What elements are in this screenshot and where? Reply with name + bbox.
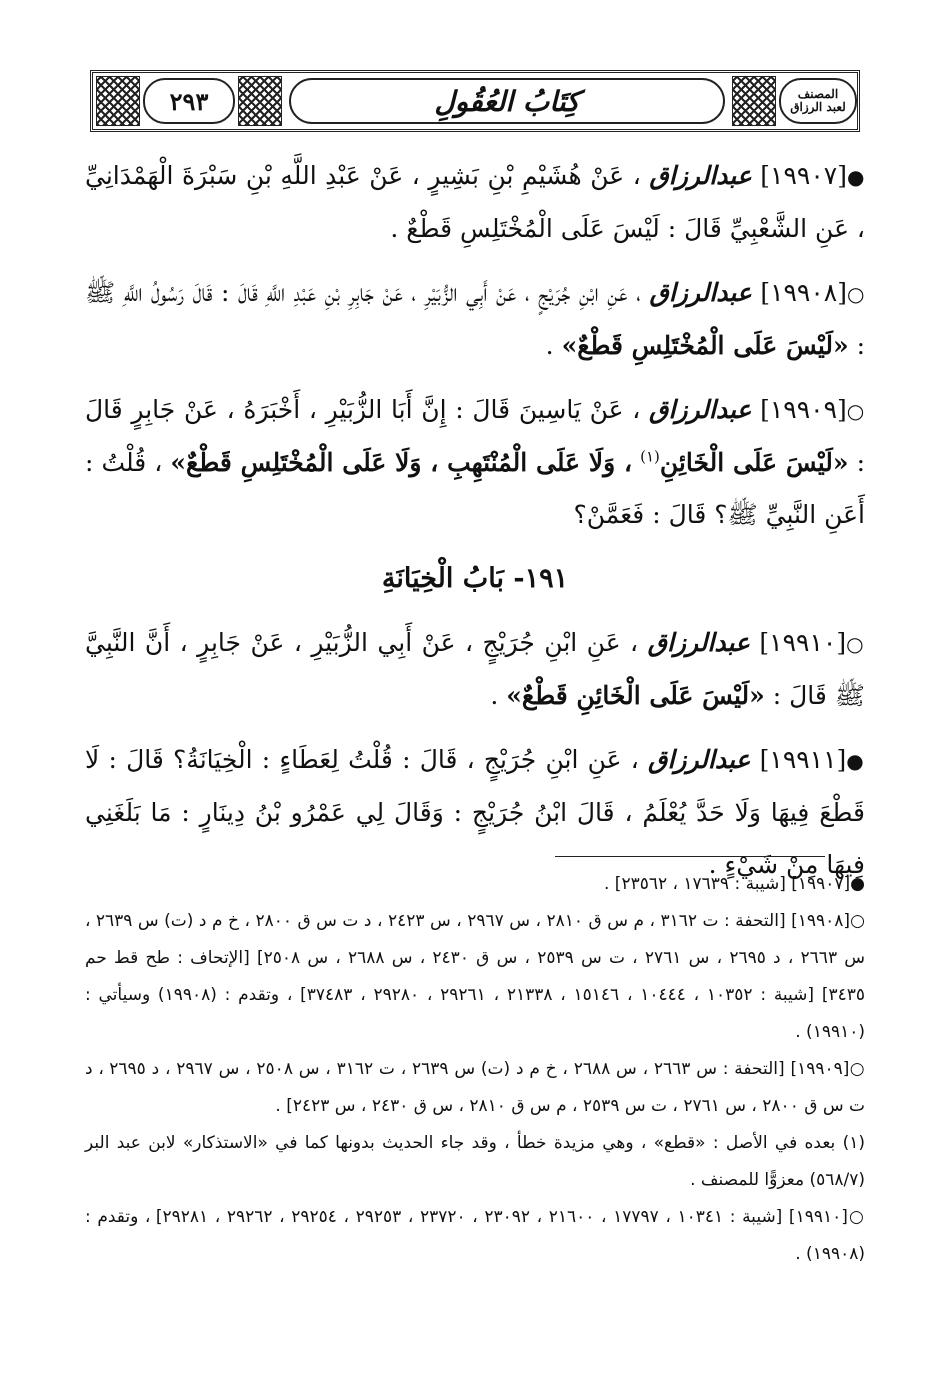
footnote-ref[interactable]: (١) [640,447,660,466]
author: عبدالرزاق [648,745,751,774]
book-title: كِتَابُ العُقُولِ [289,78,725,124]
bullet: ● [846,749,866,773]
hadith-tail: ، قُلْتُ : أَعَنِ النَّبِيِّ ﷺ؟ قَالَ : فَعَمَّنْ؟ [85,448,865,529]
bullet: ○ [846,632,866,656]
hadith-text: ، عَنْ هُشَيْمِ بْنِ بَشِيرٍ ، عَنْ عَبْدِ اللَّهِ بْنِ سَبْرَةَ الْهَمْدَانِيِّ ، عَنِ الشَّعْبِيِّ قَالَ : لَيْسَ عَلَى الْمُخْتَلِسِ قَطْعٌ . [85,161,865,243]
hadith-number: [١٩٩٠٧] [760,161,847,190]
page-number: ٢٩٣ [143,78,235,124]
footnote-19908: ○[١٩٩٠٨] [التحفة : ت ٣١٦٢ ، م س ق ٢٨١٠ ، س ٢٩٦٧ ، س ٢٤٢٣ ، د ت س ق ٢٨٠٠ ، خ م د (ت) س ٢٦٣٩ ، س ٢٦٦٣ ، د ٢٦٩٥ ، س ٢٧٦١ ، ت س ٢٥٣٩ ، س ق ٢٤٣٠ ، س ٢٦٨٨ ، س ٢٥٠٨] [الإتحاف : طح قط حم ٣٤٣٥] [شيبة : ١٠٣٥٢ ، ١٠٤٤٤ ، ١٥١٤٦ ، ٢١٣٣٨ ، ٢٩٢٦١ ، ٢٩٢٨٠ ، ٣٧٤٨٣] ، وتقدم : (١٩٩٠٨) وسيأتي : (١٩٩١٠) . [85,911,866,1042]
hadith-tail: . [490,681,499,710]
hadith-text: ، عَنِ ابْنِ جُرَيْجٍ ، قَالَ : قُلْتُ لِعَطَاءٍ : الْخِيَانَةُ؟ قَالَ : لَا قَطْعَ فِيهَا وَلَا حَدَّ يُعْلَمُ ، قَالَ ابْنُ جُرَيْجٍ : وَقَالَ لِي عَمْرُو بْنُ دِينَارٍ : مَا بَلَغَنِي فِيهَا مِنْ شَيْءٍ . [85,745,865,879]
bullet: ○ [846,282,866,306]
hadith-text: ، عَنِ ابْنِ جُرَيْجٍ ، عَنْ أَبِي الزُّبَيْرِ ، عَنْ جَابِرٍ ، أَنَّ النَّبِيَّ ﷺ قَالَ : [85,628,865,710]
hadith-number: [١٩٩٠٩] [760,395,847,424]
hadith-quote: «لَيْسَ عَلَى الْخَائِنِ [659,448,849,477]
ornament-right-inner [732,76,776,126]
author: عبدالرزاق [649,161,752,190]
bullet: ○ [846,399,865,423]
hadith-number: [١٩٩٠٨] [760,278,847,307]
bullet: ● [846,165,865,189]
footnote-19907: ●[١٩٩٠٧] [شيبة : ١٧٦٣٩ ، ٢٣٥٦٢] . [603,874,865,894]
footnote-divider [555,856,825,857]
footnote-19909: ○[١٩٩٠٩] [التحفة : س ٢٦٦٣ ، س ٢٦٨٨ ، خ م د (ت) س ٢٦٣٩ ، ت ٣١٦٢ ، س ٢٥٠٨ ، س ٢٩٦٧ ، د ٢٦٩٥ ، د ت س ق ٢٨٠٠ ، س ٢٧٦١ ، ت س ٢٥٣٩ ، م س ق ٢٨١٠ ، س ق ٢٤٣٠ ، س ٢٤٢٣] . [85,1059,866,1116]
hadith-tail: . [545,331,554,360]
page-header [90,70,860,132]
emblem-line1: المصنف [797,87,839,101]
chapter-heading: ١٩١- بَابُ الْخِيَانَةِ [381,563,569,594]
hadith-19907 [85,150,865,255]
hadith-quote-2: ، وَلَا عَلَى الْمُنْتَهِبِ ، وَلَا عَلَى الْمُخْتَلِسِ قَطْعٌ» [170,448,633,477]
hadith-text: ، عَنِ ابْنِ جُرَيْجٍ ، عَنْ أَبِي الزُّبَيْرِ ، عَنْ جَابِرِ بْنِ عَبْدِ اللَّهِ قَالَ : قَالَ رَسُولُ اللَّهِ ﷺ : [85,278,865,360]
main-text [85,150,865,903]
author: عبدالرزاق [647,628,750,657]
author: عبدالرزاق [649,395,752,424]
hadith-19908 [85,267,865,372]
hadith-text: ، عَنْ يَاسِينَ قَالَ : إِنَّ أَبَا الزُّبَيْرِ ، أَخْبَرَهُ ، عَنْ جَابِرٍ قَالَ : [85,395,865,477]
footnote-19910: ○[١٩٩١٠] [شيبة : ١٠٣٤١ ، ١٧٧٩٧ ، ٢١٦٠٠ ، ٢٣٠٩٢ ، ٢٣٧٢٠ ، ٢٩٢٥٣ ، ٢٩٢٥٤ ، ٢٩٢٦٢ ، ٢٩٢٨١] ، وتقدم : (١٩٩٠٨) . [85,1207,866,1264]
hadith-number: [١٩٩١٠] [759,628,847,657]
hadith-19909 [85,384,865,541]
footnote-1: (١) بعده في الأصل : «قطع» ، وهي مزيدة خطأ ، وقد جاء الحديث بدونها كما في «الاستذكار» لابن عبد البر (٥٦٨/٧) معزوًّا للمصنف . [85,1133,865,1190]
footnotes [85,866,865,1273]
hadith-quote: «لَيْسَ عَلَى الْخَائِنِ قَطْعٌ» [506,681,765,710]
ornament-left [96,76,140,126]
emblem-line2: لعبد الرزاق [790,100,846,114]
hadith-19910 [85,617,865,722]
hadith-quote: «لَيْسَ عَلَى الْمُخْتَلِسِ قَطْعٌ» [561,331,849,360]
ornament-left-inner [238,76,282,126]
hadith-number: [١٩٩١١] [759,745,847,774]
emblem [779,78,857,124]
author: عبدالرزاق [649,278,752,307]
